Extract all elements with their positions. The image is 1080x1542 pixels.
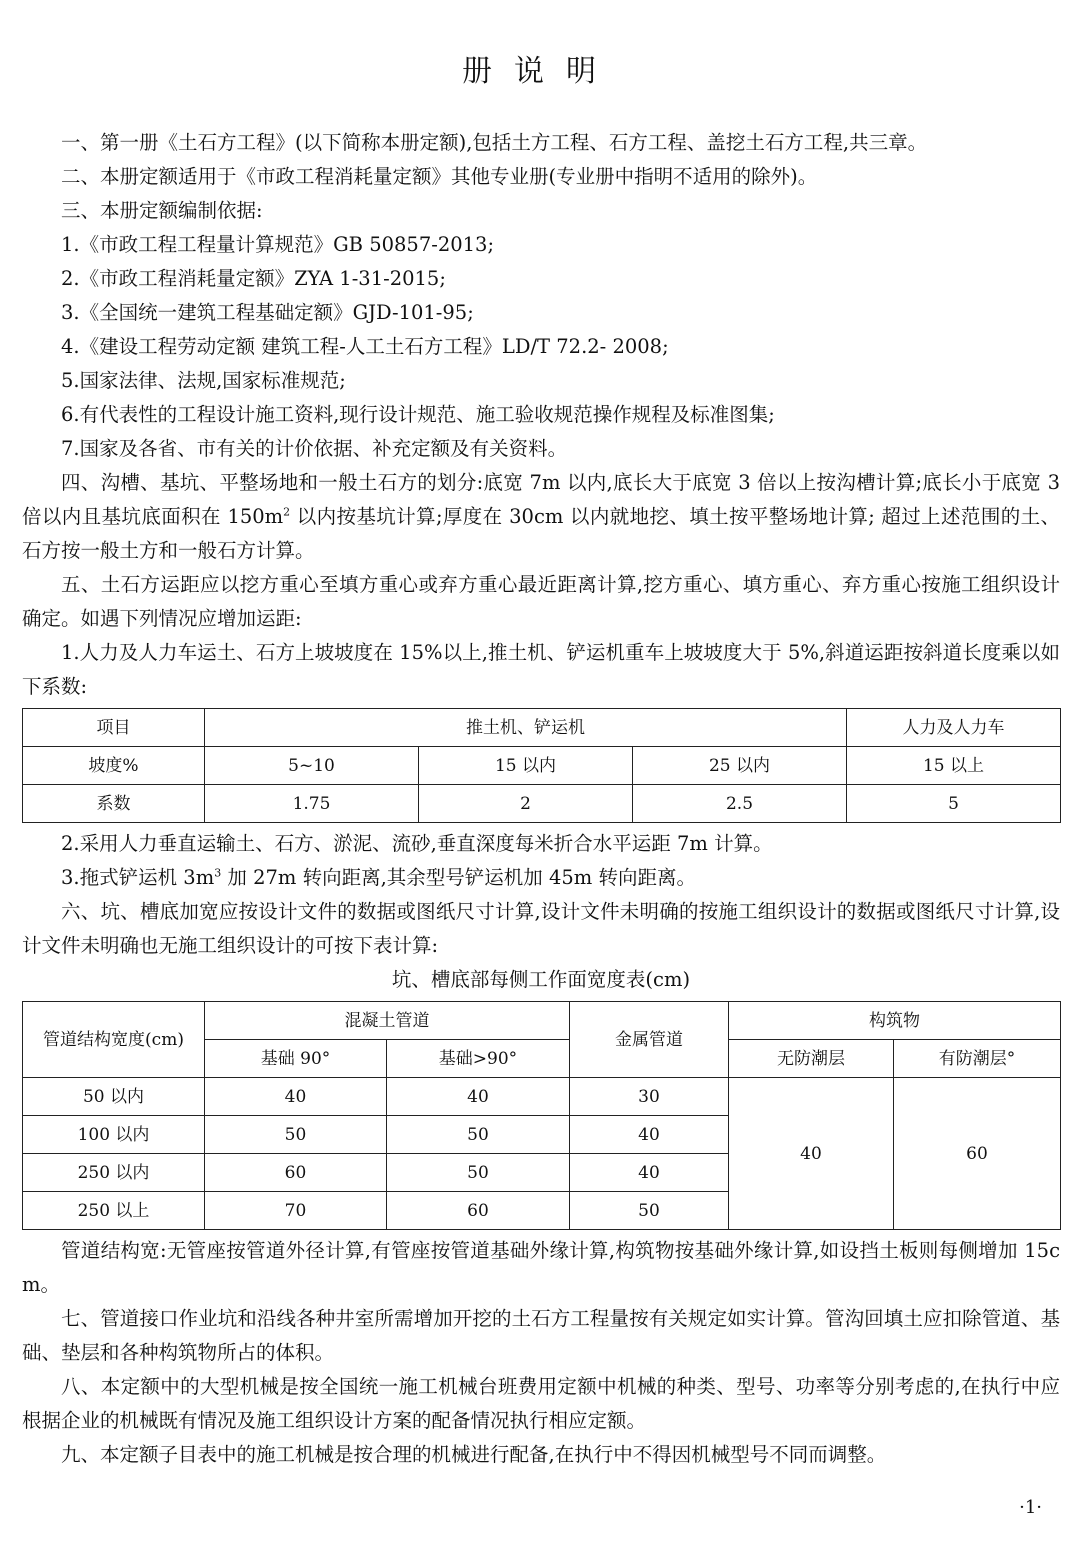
table-row [23, 709, 1061, 747]
table-cell: 50 [387, 1154, 570, 1192]
table-caption: 坑、槽底部每侧工作面宽度表(cm) [391, 968, 691, 991]
superscript: 2 [283, 505, 291, 519]
table-cell: 2 [419, 785, 633, 823]
table-cell: 推土机、铲运机 [205, 709, 847, 747]
table-cell: 坡度% [23, 747, 205, 785]
table-cell: 5 [847, 785, 1061, 823]
paragraph-four-part2: 以内按基坑计算;厚度在 30cm 以内就地挖、填土按平整场地计算; 超过上述范围的土、石方按一般土方和一般石方计算。 [22, 505, 1060, 562]
work-width-table [22, 1001, 1061, 1230]
table-cell: 100 以内 [23, 1116, 205, 1154]
table-cell: 基础>90° [387, 1040, 570, 1078]
table-cell: 管道结构宽度(cm) [23, 1002, 205, 1078]
table-cell: 2.5 [633, 785, 847, 823]
paragraph: 三、本册定额编制依据: [61, 199, 263, 222]
paragraph: 2.《市政工程消耗量定额》ZYA 1-31-2015; [61, 267, 446, 290]
table-cell: 无防潮层 [729, 1040, 894, 1078]
table-cell: 40 [729, 1078, 894, 1230]
paragraph-six: 六、坑、槽底加宽应按设计文件的数据或图纸尺寸计算,设计文件未明确的按施工组织设计的数据或图纸尺寸计算,设计文件未明确也无施工组织设计的可按下表计算: [22, 900, 1060, 957]
table-cell: 50 以内 [23, 1078, 205, 1116]
table-row [23, 747, 1061, 785]
table-cell: 50 [387, 1116, 570, 1154]
superscript: 3 [214, 866, 222, 880]
paragraph-group-b [22, 568, 1060, 704]
table-cell: 系数 [23, 785, 205, 823]
table-cell: 构筑物 [729, 1002, 1061, 1040]
table-cell: 人力及人力车 [847, 709, 1061, 747]
paragraph-group-a [22, 126, 1060, 466]
paragraph: 1.人力及人力车运土、石方上坡坡度在 15%以上,推土机、铲运机重车上坡坡度大于 5%,斜道运距按斜道长度乘以如下系数: [22, 641, 1060, 698]
table-cell: 60 [894, 1078, 1061, 1230]
table-cell: 60 [205, 1154, 387, 1192]
document-body [22, 126, 1060, 1472]
table-cell: 5~10 [205, 747, 419, 785]
paragraph-four-part1: 四、沟槽、基坑、平整场地和一般土石方的划分:底宽 7m 以内,底长大于底宽 3 倍以上按沟槽计算;底长小于底宽 3 倍以内且基坑底面积在 150m [22, 471, 1060, 528]
table-cell: 40 [205, 1078, 387, 1116]
page-number: ·1· [1019, 1497, 1042, 1518]
paragraph: 7.国家及各省、市有关的计价依据、补充定额及有关资料。 [61, 437, 568, 460]
table-cell: 有防潮层° [894, 1040, 1061, 1078]
table-cell: 250 以上 [23, 1192, 205, 1230]
paragraph-three [22, 861, 1060, 895]
paragraph: 七、管道接口作业坑和沿线各种井室所需增加开挖的土石方工程量按有关规定如实计算。管沟回填土应扣除管道、基础、垫层和各种构筑物所占的体积。 [22, 1307, 1060, 1364]
paragraph: 八、本定额中的大型机械是按全国统一施工机械台班费用定额中机械的种类、型号、功率等分别考虑的,在执行中应根据企业的机械既有情况及施工组织设计方案的配备情况执行相应定额。 [22, 1375, 1060, 1432]
paragraph: 5.国家法律、法规,国家标准规范; [61, 369, 346, 392]
table-cell: 250 以内 [23, 1154, 205, 1192]
table-cell: 70 [205, 1192, 387, 1230]
table-cell: 60 [387, 1192, 570, 1230]
table-cell: 40 [387, 1078, 570, 1116]
paragraph: 九、本定额子目表中的施工机械是按合理的机械进行配备,在执行中不得因机械型号不同而调整。 [61, 1443, 887, 1466]
paragraph: 1.《市政工程工程量计算规范》GB 50857-2013; [61, 233, 495, 256]
paragraph-group-c [22, 1234, 1060, 1472]
paragraph: 五、土石方运距应以挖方重心至填方重心或弃方重心最近距离计算,挖方重心、填方重心、弃方重心按施工组织设计确定。如遇下列情况应增加运距: [22, 573, 1060, 630]
paragraph: 4.《建设工程劳动定额 建筑工程-人工土石方工程》LD/T 72.2- 2008; [61, 335, 669, 358]
paragraph-four [22, 466, 1060, 568]
table-row [23, 1002, 1061, 1040]
paragraph-two: 2.采用人力垂直运输土、石方、淤泥、流砂,垂直深度每米折合水平运距 7m 计算。 [61, 832, 773, 855]
table-cell: 50 [570, 1192, 729, 1230]
table-row [23, 785, 1061, 823]
paragraph: 管道结构宽:无管座按管道外径计算,有管座按管道基础外缘计算,构筑物按基础外缘计算,如设挡土板则每侧增加 15cm。 [22, 1239, 1060, 1296]
table-cell: 30 [570, 1078, 729, 1116]
table-cell: 15 以内 [419, 747, 633, 785]
page-title: 册说明 [462, 54, 618, 89]
table-row [23, 1078, 1061, 1116]
table-cell: 1.75 [205, 785, 419, 823]
table-cell: 15 以上 [847, 747, 1061, 785]
table-cell: 50 [205, 1116, 387, 1154]
slope-coefficient-table [22, 708, 1061, 823]
paragraph: 6.有代表性的工程设计施工资料,现行设计规范、施工验收规范操作规程及标准图集; [61, 403, 775, 426]
paragraph: 一、第一册《土石方工程》(以下简称本册定额),包括土方工程、石方工程、盖挖土石方工程,共三章。 [61, 131, 928, 154]
paragraph: 3.《全国统一建筑工程基础定额》GJD-101-95; [61, 301, 474, 324]
table-cell: 40 [570, 1116, 729, 1154]
table-cell: 25 以内 [633, 747, 847, 785]
paragraph-three-part2: 加 27m 转向距离,其余型号铲运机加 45m 转向距离。 [221, 866, 697, 889]
table-cell: 40 [570, 1154, 729, 1192]
table-cell: 基础 90° [205, 1040, 387, 1078]
table-cell: 混凝土管道 [205, 1002, 570, 1040]
table-cell: 项目 [23, 709, 205, 747]
paragraph: 二、本册定额适用于《市政工程消耗量定额》其他专业册(专业册中指明不适用的除外)。 [61, 165, 818, 188]
paragraph-three-part1: 3.拖式铲运机 3m [61, 866, 215, 889]
table-cell: 金属管道 [570, 1002, 729, 1078]
